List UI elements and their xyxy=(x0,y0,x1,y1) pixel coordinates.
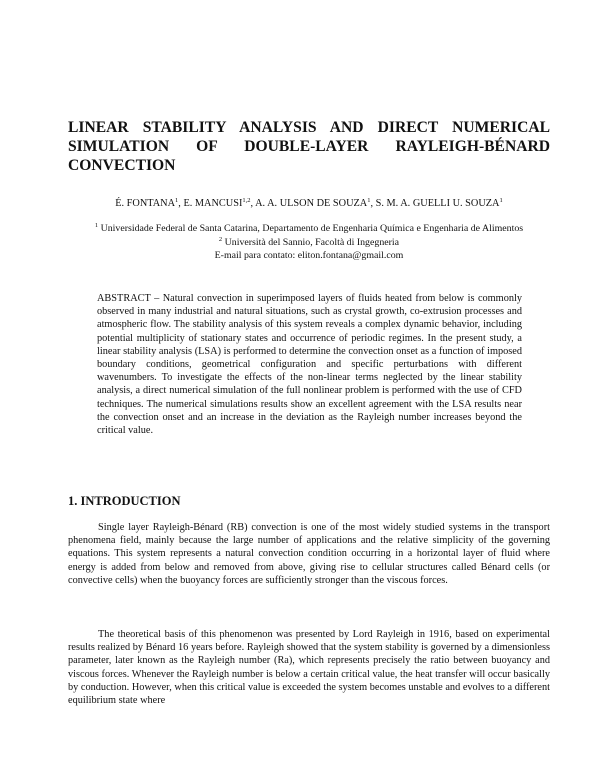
affiliation-mark: 1 xyxy=(94,222,99,229)
abstract: ABSTRACT – Natural convection in superimposed layers of fluids heated from below is commonly observed in many industrial and natural situations, such as crystal growth, co-extrusion processes and atmospheric flow. The stability analysis of this system reveals a complex dynamic behavior, including potential multiplicity of stationary states and occurrence of periodic regimes. In the present study, a linear stability analysis (LSA) is performed to determine the convection onset as a function of imposed boundary conditions, geometrical configuration and specific perturbations with different wavenumbers. To investigate the effects of the non-linear terms neglected by the linear stability analysis, a direct numerical simulation of the full nonlinear problem is performed with the use of CFD techniques. The numerical simulations results show an excellent agreement with the LSA results near the convection onset and an increase in the deviation as the Rayleigh number increases beyond the critical value. xyxy=(97,293,522,437)
affiliations xyxy=(68,222,550,263)
author-affiliation-mark: 1 xyxy=(175,197,179,204)
contact-email: E-mail para contato: eliton.fontana@gmail.com xyxy=(214,250,404,261)
author-name: É. FONTANA xyxy=(115,198,176,209)
author-list: É. FONTANA$^1$, E. MANCUSI$^{1,2}$, A. A. ULSON DE SOUZA$^1$, S. M. A. GUELLI U. SOUZA$^1$ xyxy=(115,197,503,209)
affiliation-text: Università del Sannio, Facoltà di Ingegneria xyxy=(224,236,400,248)
author-affiliation-mark: 1 xyxy=(367,197,371,204)
author-affiliation-mark: 1,2 xyxy=(242,197,251,204)
affiliation-2 xyxy=(68,236,550,250)
affiliation-mark: 2 xyxy=(218,235,223,243)
author-name: A. A. ULSON DE SOUZA xyxy=(255,198,368,209)
paper-title: LINEAR STABILITY ANALYSIS AND DIRECT NUMERICAL SIMULATION OF DOUBLE-LAYER RAYLEIGH-BÉNARD CONVECTION xyxy=(68,119,550,174)
section-heading: 1. INTRODUCTION xyxy=(68,494,181,508)
author-name: E. MANCUSI xyxy=(183,198,243,209)
affiliation-1 xyxy=(68,222,550,236)
author-name: S. M. A. GUELLI U. SOUZA xyxy=(375,198,500,209)
body-paragraph: The theoretical basis of this phenomenon was presented by Lord Rayleigh in 1916, based on experimental results realized by Bénard 16 years before. Rayleigh showed that the system stability is governed by a dimensionless parameter, later known as the Rayleigh number (Ra), which represents precisely the ratio between buoyancy and viscous forces. Whenever the Rayleigh number is below a certain critical value, the heat transfer will occur basically by conduction. However, when this critical value is exceeded the system becomes unstable and evolves to a different equilibrium state where xyxy=(68,629,550,707)
affiliation-text: Universidade Federal de Santa Catarina, Departamento de Engenharia Química e Engenharia de Alimentos xyxy=(100,223,524,234)
author-affiliation-mark: 1 xyxy=(499,197,503,204)
body-paragraph: Single layer Rayleigh-Bénard (RB) convection is one of the most widely studied systems in the transport phenomena field, mainly because the large number of applications and the relative simplicity of the governing equations. This system represents a natural convection condition occurring in a horizontal layer of fluid where energy is added from below and removed from above, giving rise to cellular structures called Bénard cells (or convective cells) when the buoyancy forces are sufficiently stronger than the viscous forces. xyxy=(68,522,550,586)
